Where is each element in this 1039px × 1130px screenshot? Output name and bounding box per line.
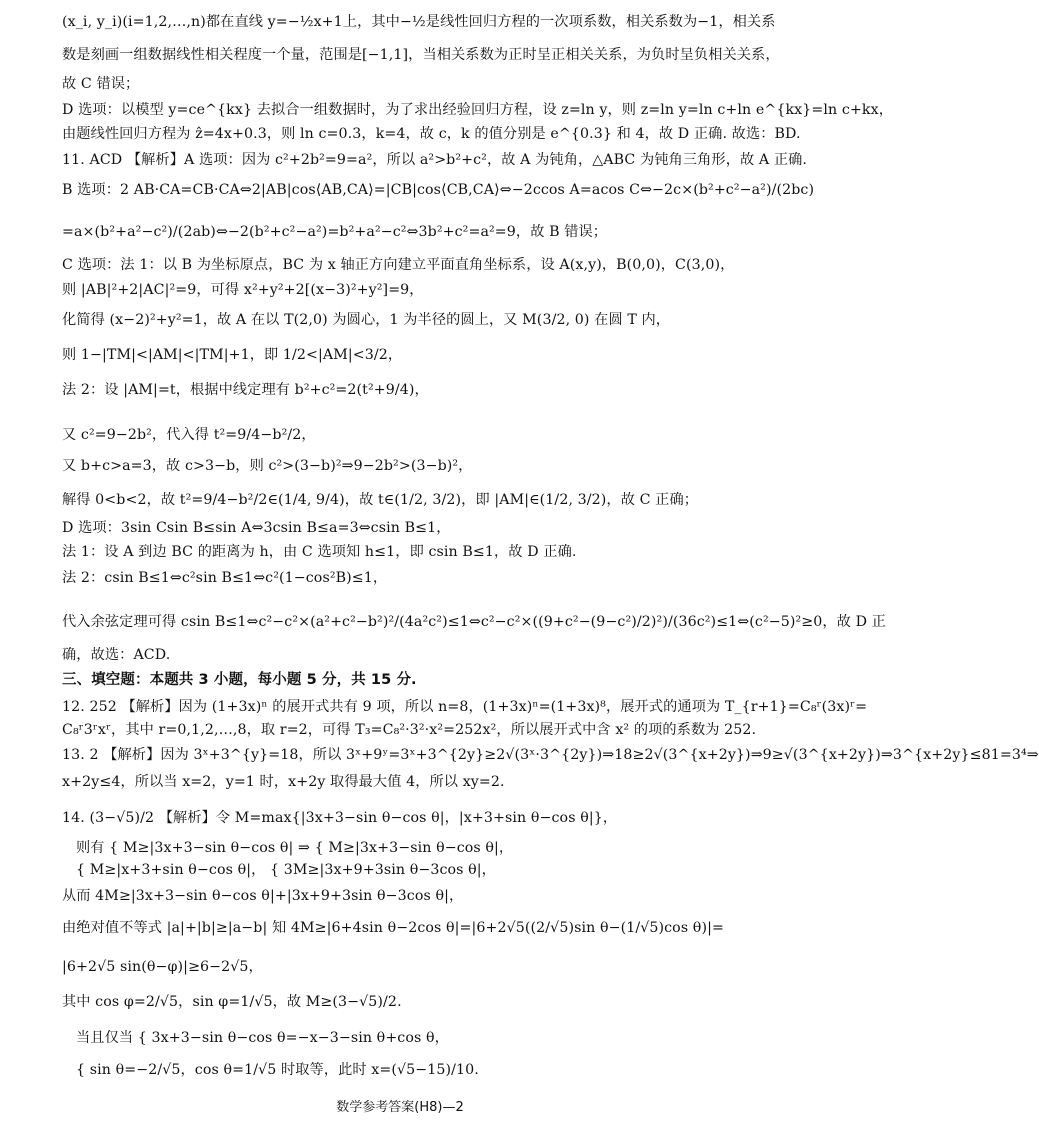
- question-12-line: 12. 252 【解析】因为 (1+3x)ⁿ 的展开式共有 9 项，所以 n=8，(1+3x)ⁿ=(1+3x)⁸，展开式的通项为 T_{r+1}=C₈ʳ(3x)ʳ=: [62, 699, 868, 715]
- text-line: B 选项：2 AB·CA=CB·CA⇔2|AB|cos⟨AB,CA⟩=|CB|cos⟨CB,CA⟩⇔−2ccos A=acos C⇔−2c×(b²+c²−a²)/(2bc): [62, 182, 815, 198]
- section-heading: 三、填空题：本题共 3 小题，每小题 5 分，共 15 分.: [62, 672, 417, 688]
- text-line: 化简得 (x−2)²+y²=1，故 A 在以 T(2,0) 为圆心，1 为半径的圆上，又 M(3/2, 0) 在圆 T 内，: [62, 312, 671, 328]
- question-13-line: 13. 2 【解析】因为 3ˣ+3^{y}=18，所以 3ˣ+9ʸ=3ˣ+3^{2y}≥2√(3ˣ·3^{2y})⇒18≥2√(3^{x+2y})⇒9≥√(3^{x+2y})⇒3^{x+2y}≤81=3⁴⇒: [62, 747, 1039, 763]
- text-line: 数是刻画一组数据线性相关程度一个量，范围是[−1,1]，当相关系数为正时呈正相关关系，为负时呈负相关关系，: [62, 47, 780, 63]
- text-line: 由绝对值不等式 |a|+|b|≥|a−b| 知 4M≥|6+4sin θ−2cos θ|=|6+2√5((2/√5)sin θ−(1/√5)cos θ)|=: [62, 920, 724, 936]
- text-line: 由题线性回归方程为 ẑ=4x+0.3，则 ln c=0.3，k=4，故 c，k 的值分别是 e^{0.3} 和 4，故 D 正确. 故选：BD.: [62, 126, 801, 142]
- text-line: (x_i, y_i)(i=1,2,…,n)都在直线 y=−½x+1上，其中−½是线性回归方程的一次项系数，相关系数为−1，相关系: [62, 14, 776, 30]
- text-line: 从而 4M≥|3x+3−sin θ−cos θ|+|3x+9+3sin θ−3cos θ|，: [62, 888, 464, 904]
- text-line: x+2y≤4，所以当 x=2，y=1 时，x+2y 取得最大值 4，所以 xy=2.: [62, 774, 505, 790]
- text-line: 解得 0<b<2，故 t²=9/4−b²/2∈(1/4, 9/4)，故 t∈(1/2, 3/2)，即 |AM|∈(1/2, 3/2)，故 C 正确；: [62, 492, 699, 508]
- text-line: 又 c²=9−2b²，代入得 t²=9/4−b²/2，: [62, 427, 316, 443]
- text-line: 法 2：csin B≤1⇔c²sin B≤1⇔c²(1−cos²B)≤1，: [62, 570, 388, 586]
- text-line: 其中 cos φ=2/√5，sin φ=1/√5，故 M≥(3−√5)/2.: [62, 994, 402, 1010]
- page-footer: 数学参考答案(H8)—2: [336, 1100, 464, 1115]
- text-line: { sin θ=−2/√5，cos θ=1/√5 时取等，此时 x=(√5−15)/10.: [76, 1062, 479, 1078]
- text-line: 则 1−|TM|<|AM|<|TM|+1，即 1/2<|AM|<3/2，: [62, 347, 403, 363]
- text-line: 法 1：设 A 到边 BC 的距离为 h，由 C 选项知 h≤1，即 csin B≤1，故 D 正确.: [62, 544, 577, 560]
- question-14-line: 14. (3−√5)/2 【解析】令 M=max{|3x+3−sin θ−cos θ|，|x+3+sin θ−cos θ|}，: [62, 810, 618, 826]
- text-line: C 选项：法 1：以 B 为坐标原点，BC 为 x 轴正方向建立平面直角坐标系，设 A(x,y)，B(0,0)，C(3,0)，: [62, 257, 735, 273]
- text-line: 当且仅当 { 3x+3−sin θ−cos θ=−x−3−sin θ+cos θ，: [76, 1030, 449, 1046]
- text-line: D 选项：以模型 y=ce^{kx} 去拟合一组数据时，为了求出经验回归方程，设 z=ln y，则 z=ln y=ln c+ln e^{kx}=ln c+kx，: [62, 102, 893, 118]
- text-line: D 选项：3sin Csin B≤sin A⇔3csin B≤a=3⇔csin B≤1，: [62, 520, 451, 536]
- text-line: 则 |AB|²+2|AC|²=9，可得 x²+y²+2[(x−3)²+y²]=9，: [62, 282, 424, 298]
- text-line: { M≥|x+3+sin θ−cos θ|， { 3M≥|3x+9+3sin θ−3cos θ|，: [76, 862, 496, 878]
- text-line: 故 C 错误；: [62, 76, 140, 92]
- text-line: 则有 { M≥|3x+3−sin θ−cos θ| ⇒ { M≥|3x+3−sin θ−cos θ|，: [76, 840, 514, 856]
- text-line: |6+2√5 sin(θ−φ)|≥6−2√5，: [62, 959, 263, 975]
- text-line: =a×(b²+a²−c²)/(2ab)⇔−2(b²+c²−a²)=b²+a²−c²⇔3b²+c²=a²=9，故 B 错误；: [62, 224, 608, 240]
- text-line: 又 b+c>a=3，故 c>3−b，则 c²>(3−b)²⇒9−2b²>(3−b)²，: [62, 458, 473, 474]
- text-line: 法 2：设 |AM|=t，根据中线定理有 b²+c²=2(t²+9/4)，: [62, 382, 429, 398]
- text-line: 确，故选：ACD.: [62, 647, 171, 663]
- text-line: 代入余弦定理可得 csin B≤1⇔c²−c²×(a²+c²−b²)²/(4a²c²)≤1⇔c²−c²×((9+c²−(9−c²)/2)²)/(36c²)≤1⇔(c²−5)²≥0，故 D 正: [62, 614, 886, 630]
- text-line: C₈ʳ3ʳxʳ，其中 r=0,1,2,…,8，取 r=2，可得 T₃=C₈²·3²·x²=252x²，所以展开式中含 x² 的项的系数为 252.: [62, 722, 757, 738]
- question-11-line: 11. ACD 【解析】A 选项：因为 c²+2b²=9=a²，所以 a²>b²+c²，故 A 为钝角，△ABC 为钝角三角形，故 A 正确.: [62, 152, 808, 168]
